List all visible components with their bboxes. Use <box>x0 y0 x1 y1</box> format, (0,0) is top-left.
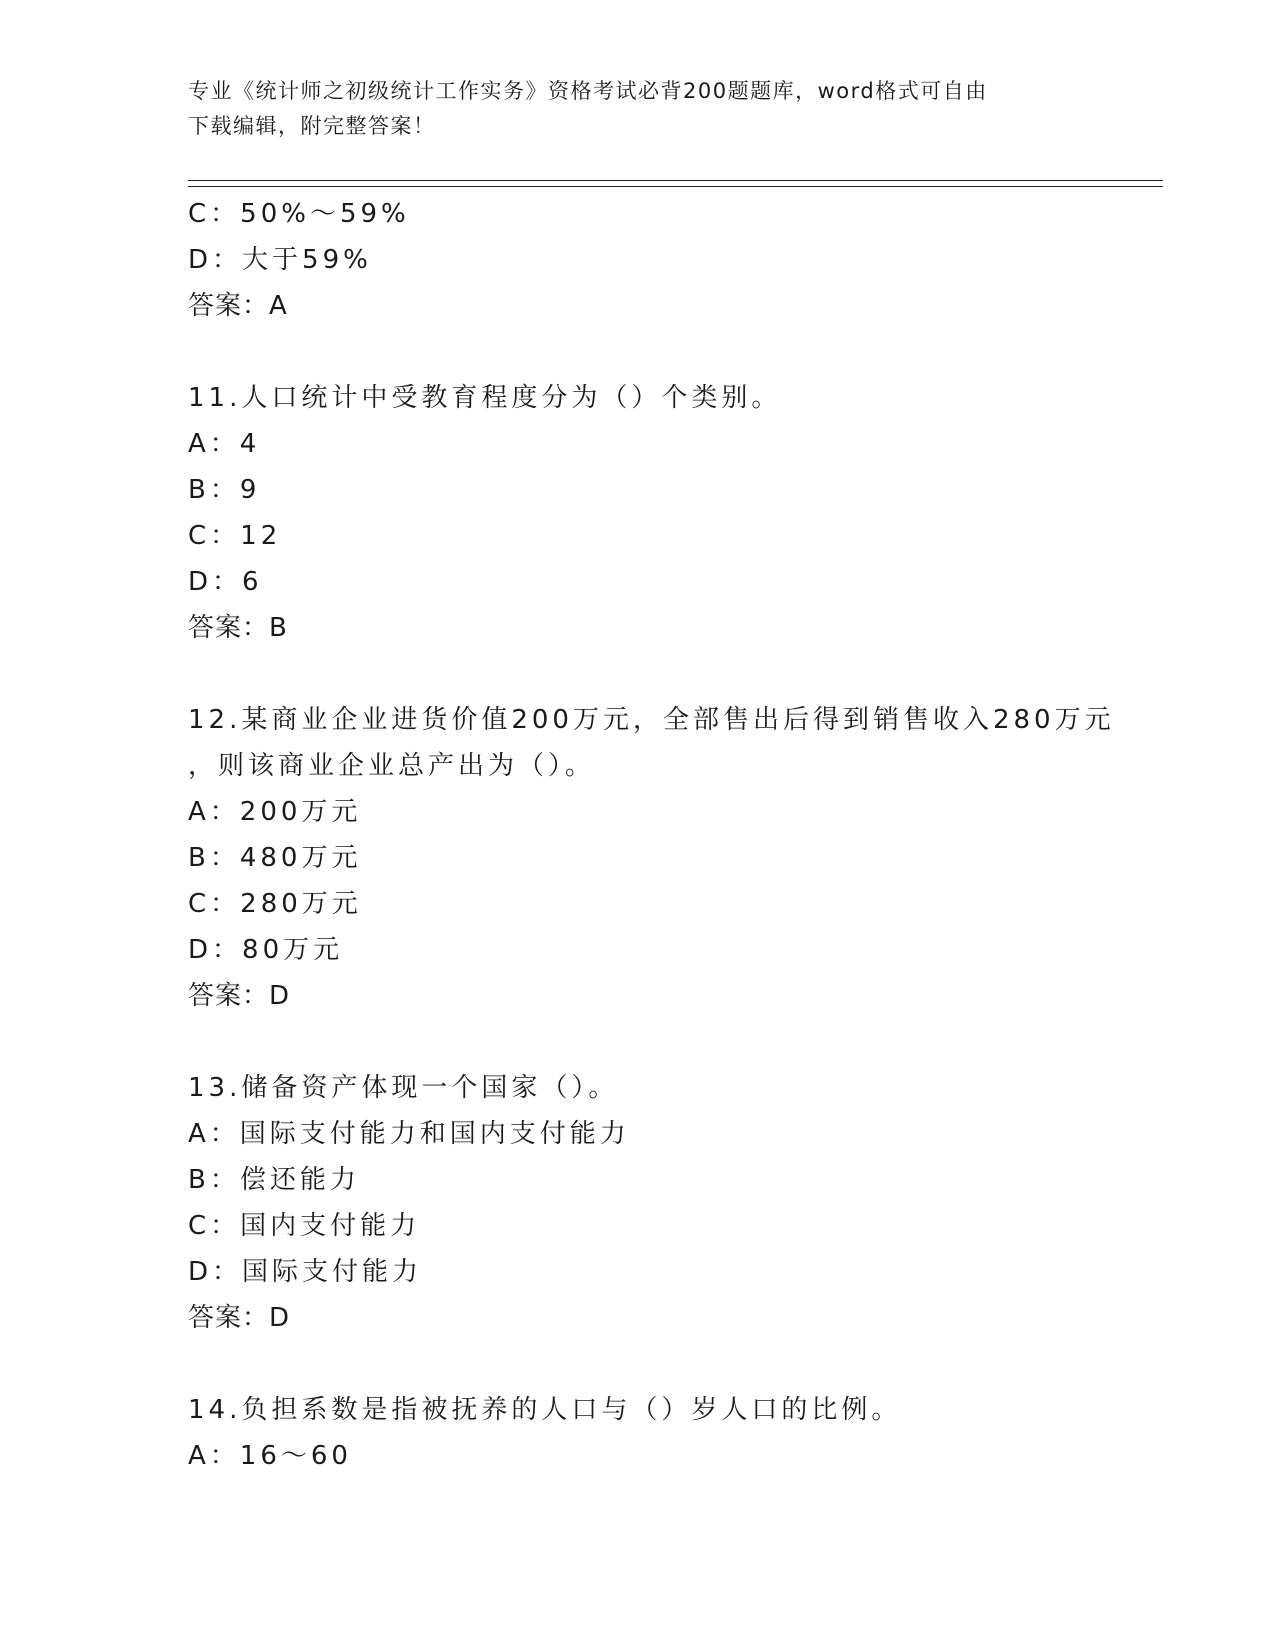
option-c: C：12 <box>188 521 282 551</box>
question-text: 11.人口统计中受教育程度分为（）个类别。 <box>188 383 782 413</box>
option-d: D：国际支付能力 <box>188 1257 423 1287</box>
question-gap <box>188 329 1108 375</box>
question-text: 12.某商业企业进货价值200万元，全部售出后得到销售收入280万元 <box>188 705 1115 735</box>
option-a: A：4 <box>188 429 261 459</box>
answer: 答案：D <box>188 1303 291 1333</box>
question-text: 14.负担系数是指被抚养的人口与（）岁人口的比例。 <box>188 1395 902 1425</box>
document-header <box>188 74 1088 144</box>
option-b: B：偿还能力 <box>188 1165 360 1195</box>
question-text: 13.储备资产体现一个国家（）。 <box>188 1073 619 1103</box>
question-gap <box>188 651 1108 697</box>
answer: 答案：B <box>188 613 288 643</box>
answer: 答案：D <box>188 981 291 1011</box>
question-14 <box>188 1387 1108 1479</box>
header-title-line-2: 下载编辑，附完整答案！ <box>188 114 436 138</box>
header-divider <box>188 180 1163 187</box>
header-title-line-1: 专业《统计师之初级统计工作实务》资格考试必背200题题库，word格式可自由 <box>188 79 988 103</box>
option-d: D：6 <box>188 567 263 597</box>
option-b: B：480万元 <box>188 843 362 873</box>
option-c: C：国内支付能力 <box>188 1211 421 1241</box>
option-a: A：国际支付能力和国内支付能力 <box>188 1119 630 1149</box>
question-10 <box>188 191 1108 329</box>
option-c: C：280万元 <box>188 889 362 919</box>
question-text-continued: ，则该商业企业总产出为（）。 <box>188 751 596 781</box>
option-a: A：200万元 <box>188 797 362 827</box>
question-12 <box>188 697 1115 1019</box>
question-13 <box>188 1065 1108 1341</box>
option-d: D：大于59% <box>188 245 372 275</box>
question-list <box>188 191 1115 1479</box>
question-gap <box>188 1019 1108 1065</box>
option-b: B：9 <box>188 475 261 505</box>
question-11 <box>188 375 1108 651</box>
option-c: C：50%～59% <box>188 199 410 229</box>
answer: 答案：A <box>188 291 288 321</box>
question-gap <box>188 1341 1108 1387</box>
option-a: A：16～60 <box>188 1441 352 1471</box>
option-d: D：80万元 <box>188 935 344 965</box>
